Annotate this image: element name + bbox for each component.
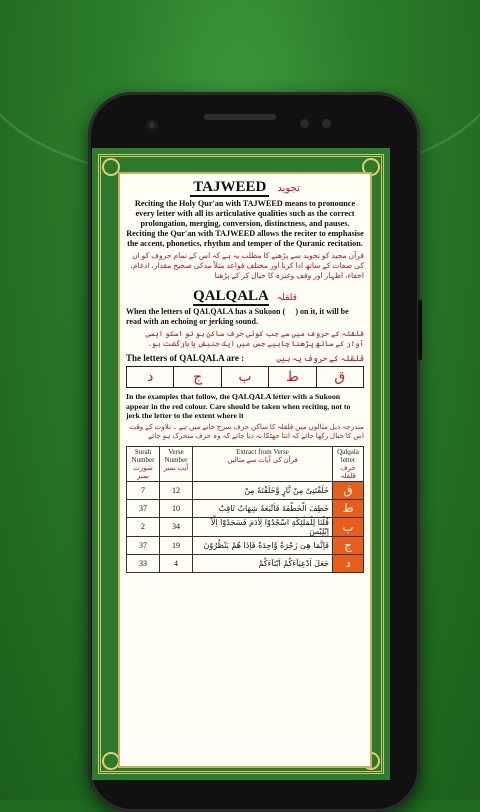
verse-number: 10 [160, 499, 193, 517]
title-english: TAJWEED [190, 179, 269, 197]
letters-label-english: The letters of QALQALA are : [126, 353, 245, 363]
qalqala-letter: ق [333, 481, 364, 499]
verse-extract: خَطِفَ الْخَطْفَةَ فَاَتْبَعَهٗ شِهَابٌ ثَاقِبٌ [193, 499, 333, 517]
letter-cell: د [147, 369, 154, 385]
sensor-icon [322, 119, 331, 128]
letter-cell: ق [316, 367, 363, 387]
qalqala-letters-row [126, 366, 364, 388]
header-letter: Qalqala letter حرف قلقلہ [333, 446, 364, 481]
sensor-icon [300, 119, 309, 128]
lesson-page[interactable] [118, 172, 372, 768]
verse-number: 19 [160, 536, 193, 554]
verse-extract: خَلَقْتَنِىْ مِنْ نَّارٍ وَّخَلَقْتَهٗ مِنْ [193, 481, 333, 499]
letter-cell: ط [268, 367, 315, 387]
section-title [120, 287, 370, 305]
app-screen[interactable] [92, 148, 390, 780]
letter-cell: ج [173, 367, 220, 387]
title-urdu: تجوید [277, 183, 300, 194]
qalqala-description: When the letters of QALQALA has a Sukoon ( ْ ) on it, it will be read with an echoing or jerking sound. [126, 307, 349, 326]
table-row [127, 499, 364, 517]
intro-urdu-text: قرآن مجید کو تجوید سے پڑھنے کا مطلب یہ ہے کہ اس کے تمام حروف کو ان کی صفات کے ساتھ ادا کرنا اور مختلف قواعد مثلاً مدکی صحیح مقدار، ادغام، اخفاء، اظہار اور وقف وغیرہ کا خیال کر کے پڑھنا [130, 251, 364, 280]
verse-number: 34 [160, 517, 193, 536]
examples-table [126, 446, 364, 573]
qalqala-letter: د [333, 554, 364, 572]
table-row [127, 536, 364, 554]
verse-extract: جَعَلَ اَدْعِيَآءَكُمْ اَبْنَآءَكُمْ [193, 554, 333, 572]
letter-cell: ب [221, 367, 268, 387]
page-title [120, 178, 370, 196]
letters-label-urdu: قلقلہ کے حروف یہ ہیں [276, 353, 364, 363]
verse-number: 4 [160, 554, 193, 572]
qalqala-description-urdu: قلقلہ کے حروف میں سے جب کوئی حرف ساکن ہو تو اسکو ایسی آواز کے ساتھ پڑھنا چاہیے جس میں ایک جنبش یا بازگشت ہو۔ [145, 329, 364, 348]
header-surah: Surah Number سورت نمبر [127, 446, 160, 481]
section-title-urdu: قلقلہ [276, 292, 297, 302]
surah-number: 2 [127, 517, 160, 536]
table-header-row [127, 446, 364, 481]
verse-extract: فَاِنَّمَا هِىَ زَجْرَةٌ وَّاحِدَةٌ فَاِذَا هُمْ يَنْظُرُوْنَ [193, 536, 333, 554]
surah-number: 33 [127, 554, 160, 572]
surah-number: 7 [127, 481, 160, 499]
front-camera-icon [146, 119, 158, 131]
qalqala-letter: ج [333, 536, 364, 554]
verse-extract: قُلْنَا لِلْمَلٰٓئِكَةِ اسْجُدُوْا لِاٰدَمَ فَسَجَدُوْٓا اِلَّآ اِبْلِيْسَ [193, 517, 333, 536]
letters-label [120, 349, 370, 363]
examples-urdu-text: مندرجہ ذیل مثالوں میں قلقلہ کا ساکن حرف سرخ خانے میں ہے ۔ تلاوت کے وقت اس کا خیال رکھا جائے کہ اتنا جھٹکا نہ دیا جائے کہ وہ حرف متحرک ہو جائے [129, 422, 364, 441]
phone-side-button [418, 300, 422, 360]
verse-number: 12 [160, 481, 193, 499]
header-extract: Extract from Verse قرآن کی آیات سے مثالیں [193, 446, 333, 481]
table-row [127, 554, 364, 572]
qalqala-letter: ط [333, 499, 364, 517]
header-verse: Verse Number آیت نمبر [160, 446, 193, 481]
phone-speaker [204, 114, 276, 120]
section-title-english: QALQALA [193, 288, 269, 304]
examples-text: In the examples that follow, the QALQALA letter with a Sukoon appear in the red colour. Care should be taken when reciting, not to jerk the letter to the extent where it [126, 392, 351, 421]
surah-number: 37 [127, 499, 160, 517]
table-row [127, 481, 364, 499]
table-row [127, 517, 364, 536]
intro-text: Reciting the Holy Qur'an with TAJWEED means to pronounce every letter with all its articulative qualities such as the correct prolongation, merging, conversion, distinctness, and pauses. Reciting the Qur'an with TAJWEED allows the reciter to emphasise the accent, phonetics, rhythm and temper of the Quranic recitation. [126, 199, 364, 248]
surah-number: 37 [127, 536, 160, 554]
qalqala-letter: ب [333, 517, 364, 536]
